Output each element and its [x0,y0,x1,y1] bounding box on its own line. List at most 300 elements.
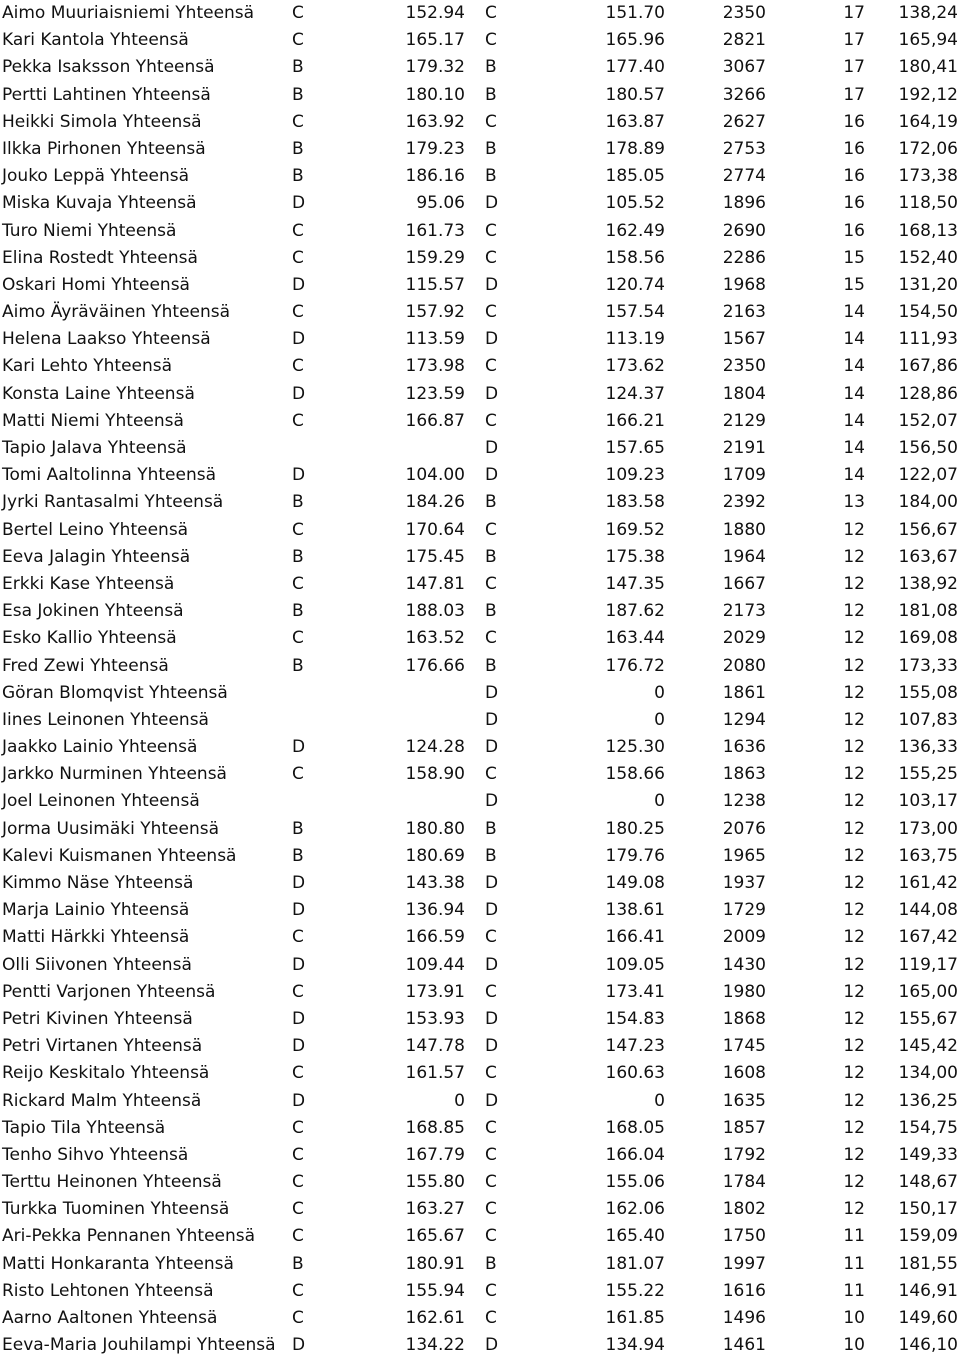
player-name: Matti Honkaranta Yhteensä [2,1253,234,1274]
score-2: 155.06 [605,1172,665,1193]
total-points: 1729 [722,900,766,921]
table-row [0,598,960,625]
games-count: 12 [843,873,865,893]
class-1: C [292,111,304,132]
table-row [0,816,960,843]
games-count: 14 [843,465,865,486]
class-2: C [485,573,497,594]
player-name: Ari-Pekka Pennanen Yhteensä [2,1226,256,1247]
score-1: 188.03 [405,601,465,622]
score-2: 183.58 [605,492,665,513]
score-1: 0 [454,1090,465,1111]
player-name: Pertti Lahtinen Yhteensä [2,84,211,105]
class-1: B [292,655,304,676]
player-name: Tenho Sihvo Yhteensä [2,1144,189,1165]
class-1: B [292,601,304,622]
score-1: 159.29 [405,247,465,268]
games-count: 14 [843,383,865,404]
class-1: D [292,329,306,350]
games-count: 14 [843,410,865,431]
class-1: C [292,1144,304,1165]
score-1: 115.57 [405,274,465,295]
games-count: 12 [843,682,865,703]
player-name: Fred Zewi Yhteensä [2,655,169,676]
table-row [0,1169,960,1196]
class-2: D [485,791,499,812]
average: 154,75 [898,1117,958,1138]
table-row [0,517,960,544]
table-row [0,1006,960,1033]
total-points: 1868 [722,1008,766,1029]
player-name: Helena Laakso Yhteensä [2,329,211,350]
score-2: 166.21 [605,410,665,431]
player-name: Bertel Leino Yhteensä [2,519,189,540]
class-2: D [485,709,499,730]
class-2: C [485,410,497,431]
class-1: D [292,737,306,758]
games-count: 12 [843,655,865,676]
class-2: C [485,981,497,1002]
class-2: C [485,3,497,23]
class-2: C [485,927,497,948]
average: 181,08 [898,601,958,622]
table-row [0,54,960,81]
class-1: D [292,873,306,893]
class-2: B [485,655,497,676]
player-name: Terttu Heinonen Yhteensä [2,1172,222,1193]
table-row [0,734,960,761]
games-count: 17 [843,3,865,23]
average: 136,33 [898,737,958,758]
score-1: 166.87 [405,410,465,431]
score-2: 0 [654,682,665,703]
average: 155,25 [898,764,958,785]
average: 103,17 [898,791,958,812]
score-2: 162.49 [605,220,665,241]
table-row [0,0,960,27]
average: 149,60 [898,1308,958,1328]
class-2: C [485,1199,497,1220]
class-2: B [485,57,497,78]
table-row [0,381,960,408]
class-1: C [292,247,304,268]
class-1: D [292,900,306,921]
player-name: Miska Kuvaja Yhteensä [2,193,197,214]
class-1: B [292,84,304,105]
score-1: 175.45 [405,546,465,567]
table-row [0,1196,960,1223]
player-name: Heikki Simola Yhteensä [2,111,202,132]
total-points: 1784 [722,1172,766,1193]
table-row [0,843,960,870]
games-count: 12 [843,573,865,594]
table-row [0,163,960,190]
total-points: 2080 [722,655,766,676]
class-2: C [485,764,497,785]
score-2: 157.65 [605,438,665,458]
games-count: 13 [843,492,865,513]
average: 128,86 [898,383,958,404]
score-2: 166.41 [605,927,665,948]
score-1: 180.91 [405,1253,465,1274]
player-name: Joel Leinonen Yhteensä [2,791,200,812]
score-2: 163.44 [605,628,665,649]
player-name: Pentti Varjonen Yhteensä [2,981,216,1002]
games-count: 17 [843,84,865,105]
player-name: Eeva-Maria Jouhilampi Yhteensä [2,1335,276,1356]
score-2: 147.35 [605,573,665,594]
player-name: Kimmo Näse Yhteensä [2,873,194,893]
class-2: C [485,356,497,377]
class-2: B [485,166,497,187]
score-1: 163.27 [405,1199,465,1220]
class-1: C [292,927,304,948]
games-count: 12 [843,1063,865,1084]
games-count: 12 [843,737,865,758]
class-1: B [292,845,304,866]
class-2: C [485,30,497,51]
total-points: 1567 [722,329,766,350]
player-name: Esa Jokinen Yhteensä [2,601,184,622]
table-row [0,625,960,652]
table-row [0,707,960,734]
player-name: Aimo Muuriaisniemi Yhteensä [2,3,255,23]
games-count: 14 [843,438,865,458]
table-row [0,761,960,788]
total-points: 1294 [722,709,766,730]
score-2: 0 [654,791,665,812]
class-2: D [485,737,499,758]
score-2: 179.76 [605,845,665,866]
table-row [0,245,960,272]
table-row [0,1142,960,1169]
total-points: 1750 [722,1226,766,1247]
games-count: 17 [843,30,865,51]
class-1: B [292,1253,304,1274]
average: 148,67 [898,1172,958,1193]
class-1: D [292,465,306,486]
games-count: 10 [843,1308,865,1328]
total-points: 2821 [722,30,766,51]
class-2: B [485,492,497,513]
total-points: 1616 [722,1280,766,1301]
games-count: 12 [843,1036,865,1057]
games-count: 16 [843,220,865,241]
games-count: 16 [843,111,865,132]
player-name: Göran Blomqvist Yhteensä [2,682,228,703]
total-points: 2350 [722,356,766,377]
class-1: C [292,1226,304,1247]
table-row [0,1223,960,1250]
class-2: C [485,220,497,241]
score-2: 173.62 [605,356,665,377]
games-count: 14 [843,329,865,350]
games-count: 12 [843,981,865,1002]
total-points: 2392 [722,492,766,513]
table-row [0,82,960,109]
total-points: 1238 [722,791,766,812]
player-name: Jarkko Nurminen Yhteensä [2,764,227,785]
table-row [0,435,960,462]
score-1: 134.22 [405,1335,465,1356]
player-name: Ilkka Pirhonen Yhteensä [2,138,206,159]
class-1: C [292,764,304,785]
average: 136,25 [898,1090,958,1111]
total-points: 2076 [722,818,766,839]
table-row [0,571,960,598]
score-1: 180.80 [405,818,465,839]
score-1: 147.81 [405,573,465,594]
class-2: D [485,329,499,350]
average: 150,17 [898,1199,958,1220]
player-name: Kari Kantola Yhteensä [2,30,189,51]
class-2: B [485,546,497,567]
table-row [0,979,960,1006]
total-points: 1964 [722,546,766,567]
score-1: 161.73 [405,220,465,241]
average: 118,50 [898,193,958,214]
class-1: C [292,981,304,1002]
total-points: 1857 [722,1117,766,1138]
class-2: D [485,682,499,703]
class-1: C [292,573,304,594]
score-2: 160.63 [605,1063,665,1084]
class-2: D [485,438,499,458]
score-1: 180.69 [405,845,465,866]
score-2: 157.54 [605,302,665,323]
score-1: 113.59 [405,329,465,350]
class-2: C [485,111,497,132]
total-points: 2129 [722,410,766,431]
player-name: Jyrki Rantasalmi Yhteensä [2,492,224,513]
games-count: 17 [843,57,865,78]
total-points: 1636 [722,737,766,758]
score-2: 166.04 [605,1144,665,1165]
player-name: Eeva Jalagin Yhteensä [2,546,191,567]
total-points: 1802 [722,1199,766,1220]
score-2: 113.19 [605,329,665,350]
average: 107,83 [898,709,958,730]
total-points: 1667 [722,573,766,594]
average: 168,13 [898,220,958,241]
score-1: 95.06 [416,193,465,214]
player-name: Olli Siivonen Yhteensä [2,954,192,975]
average: 122,07 [898,465,958,486]
total-points: 2753 [722,138,766,159]
score-1: 176.66 [405,655,465,676]
score-2: 178.89 [605,138,665,159]
average: 192,12 [898,84,958,105]
score-2: 168.05 [605,1117,665,1138]
table-row [0,489,960,516]
table-row [0,462,960,489]
average: 181,55 [898,1253,958,1274]
score-1: 179.32 [405,57,465,78]
player-name: Tomi Aaltolinna Yhteensä [2,465,217,486]
total-points: 2173 [722,601,766,622]
table-row [0,299,960,326]
class-1: C [292,3,304,23]
average: 111,93 [898,329,958,350]
total-points: 1496 [722,1308,766,1328]
class-1: C [292,628,304,649]
score-1: 165.17 [405,30,465,51]
score-2: 163.87 [605,111,665,132]
player-name: Tapio Jalava Yhteensä [2,438,187,458]
class-1: C [292,1308,304,1328]
average: 146,10 [898,1335,958,1356]
games-count: 16 [843,166,865,187]
player-name: Pekka Isaksson Yhteensä [2,57,215,78]
average: 154,50 [898,302,958,323]
games-count: 12 [843,764,865,785]
score-2: 177.40 [605,57,665,78]
total-points: 2690 [722,220,766,241]
total-points: 1635 [722,1090,766,1111]
games-count: 11 [843,1253,865,1274]
class-2: C [485,247,497,268]
class-1: B [292,138,304,159]
class-2: B [485,138,497,159]
average: 134,00 [898,1063,958,1084]
average: 184,00 [898,492,958,513]
average: 131,20 [898,274,958,295]
player-name: Tapio Tila Yhteensä [2,1117,166,1138]
total-points: 1804 [722,383,766,404]
games-count: 12 [843,546,865,567]
score-1: 173.98 [405,356,465,377]
class-1: C [292,519,304,540]
class-1: B [292,546,304,567]
games-count: 11 [843,1226,865,1247]
table-row [0,272,960,299]
class-2: D [485,465,499,486]
score-2: 155.22 [605,1280,665,1301]
score-1: 147.78 [405,1036,465,1057]
games-count: 16 [843,193,865,214]
class-2: C [485,302,497,323]
games-count: 12 [843,709,865,730]
games-count: 12 [843,845,865,866]
score-1: 123.59 [405,383,465,404]
table-row [0,788,960,815]
score-1: 158.90 [405,764,465,785]
class-2: C [485,1117,497,1138]
class-1: D [292,954,306,975]
score-1: 161.57 [405,1063,465,1084]
total-points: 1430 [722,954,766,975]
score-1: 152.94 [405,3,465,23]
games-count: 12 [843,1199,865,1220]
average: 152,40 [898,247,958,268]
table-row [0,1251,960,1278]
games-count: 10 [843,1335,865,1356]
table-row [0,1115,960,1142]
score-2: 180.57 [605,84,665,105]
player-name: Elina Rostedt Yhteensä [2,247,198,268]
total-points: 3067 [722,57,766,78]
average: 163,75 [898,845,958,866]
average: 159,09 [898,1226,958,1247]
class-1: C [292,302,304,323]
player-name: Aimo Äyräväinen Yhteensä [2,302,231,323]
class-2: D [485,274,499,295]
total-points: 1896 [722,193,766,214]
class-1: C [292,1117,304,1138]
score-1: 109.44 [405,954,465,975]
player-name: Iines Leinonen Yhteensä [2,709,209,730]
table-row [0,680,960,707]
total-points: 1861 [722,682,766,703]
total-points: 2191 [722,438,766,458]
player-name: Reijo Keskitalo Yhteensä [2,1063,210,1084]
player-name: Jouko Leppä Yhteensä [2,166,190,187]
average: 172,06 [898,138,958,159]
score-1: 143.38 [405,873,465,893]
table-row [0,353,960,380]
score-2: 158.56 [605,247,665,268]
class-2: C [485,1308,497,1328]
games-count: 16 [843,138,865,159]
class-1: D [292,1036,306,1057]
table-row [0,27,960,54]
score-1: 124.28 [405,737,465,758]
table-row [0,218,960,245]
class-2: D [485,873,499,893]
games-count: 12 [843,1008,865,1029]
score-2: 109.05 [605,954,665,975]
total-points: 1745 [722,1036,766,1057]
score-2: 125.30 [605,737,665,758]
average: 173,33 [898,655,958,676]
score-1: 104.00 [405,465,465,486]
total-points: 2163 [722,302,766,323]
score-1: 179.23 [405,138,465,159]
average: 173,00 [898,818,958,839]
total-points: 1608 [722,1063,766,1084]
games-count: 11 [843,1280,865,1301]
class-2: D [485,1036,499,1057]
player-name: Esko Kallio Yhteensä [2,628,177,649]
table-row [0,952,960,979]
table-row [0,1278,960,1305]
games-count: 12 [843,791,865,812]
score-2: 0 [654,1090,665,1111]
games-count: 12 [843,1090,865,1111]
class-2: C [485,1172,497,1193]
score-2: 173.41 [605,981,665,1002]
class-1: C [292,1063,304,1084]
score-1: 173.91 [405,981,465,1002]
score-1: 165.67 [405,1226,465,1247]
class-2: B [485,818,497,839]
player-name: Turo Niemi Yhteensä [2,220,177,241]
score-2: 124.37 [605,383,665,404]
score-1: 155.80 [405,1172,465,1193]
player-name: Oskari Homi Yhteensä [2,274,190,295]
class-2: D [485,954,499,975]
total-points: 2029 [722,628,766,649]
table-row [0,190,960,217]
class-1: B [292,57,304,78]
player-name: Petri Kivinen Yhteensä [2,1008,193,1029]
total-points: 1709 [722,465,766,486]
total-points: 1980 [722,981,766,1002]
player-name: Marja Lainio Yhteensä [2,900,190,921]
player-name: Risto Lehtonen Yhteensä [2,1280,214,1301]
average: 180,41 [898,57,958,78]
class-1: D [292,274,306,295]
